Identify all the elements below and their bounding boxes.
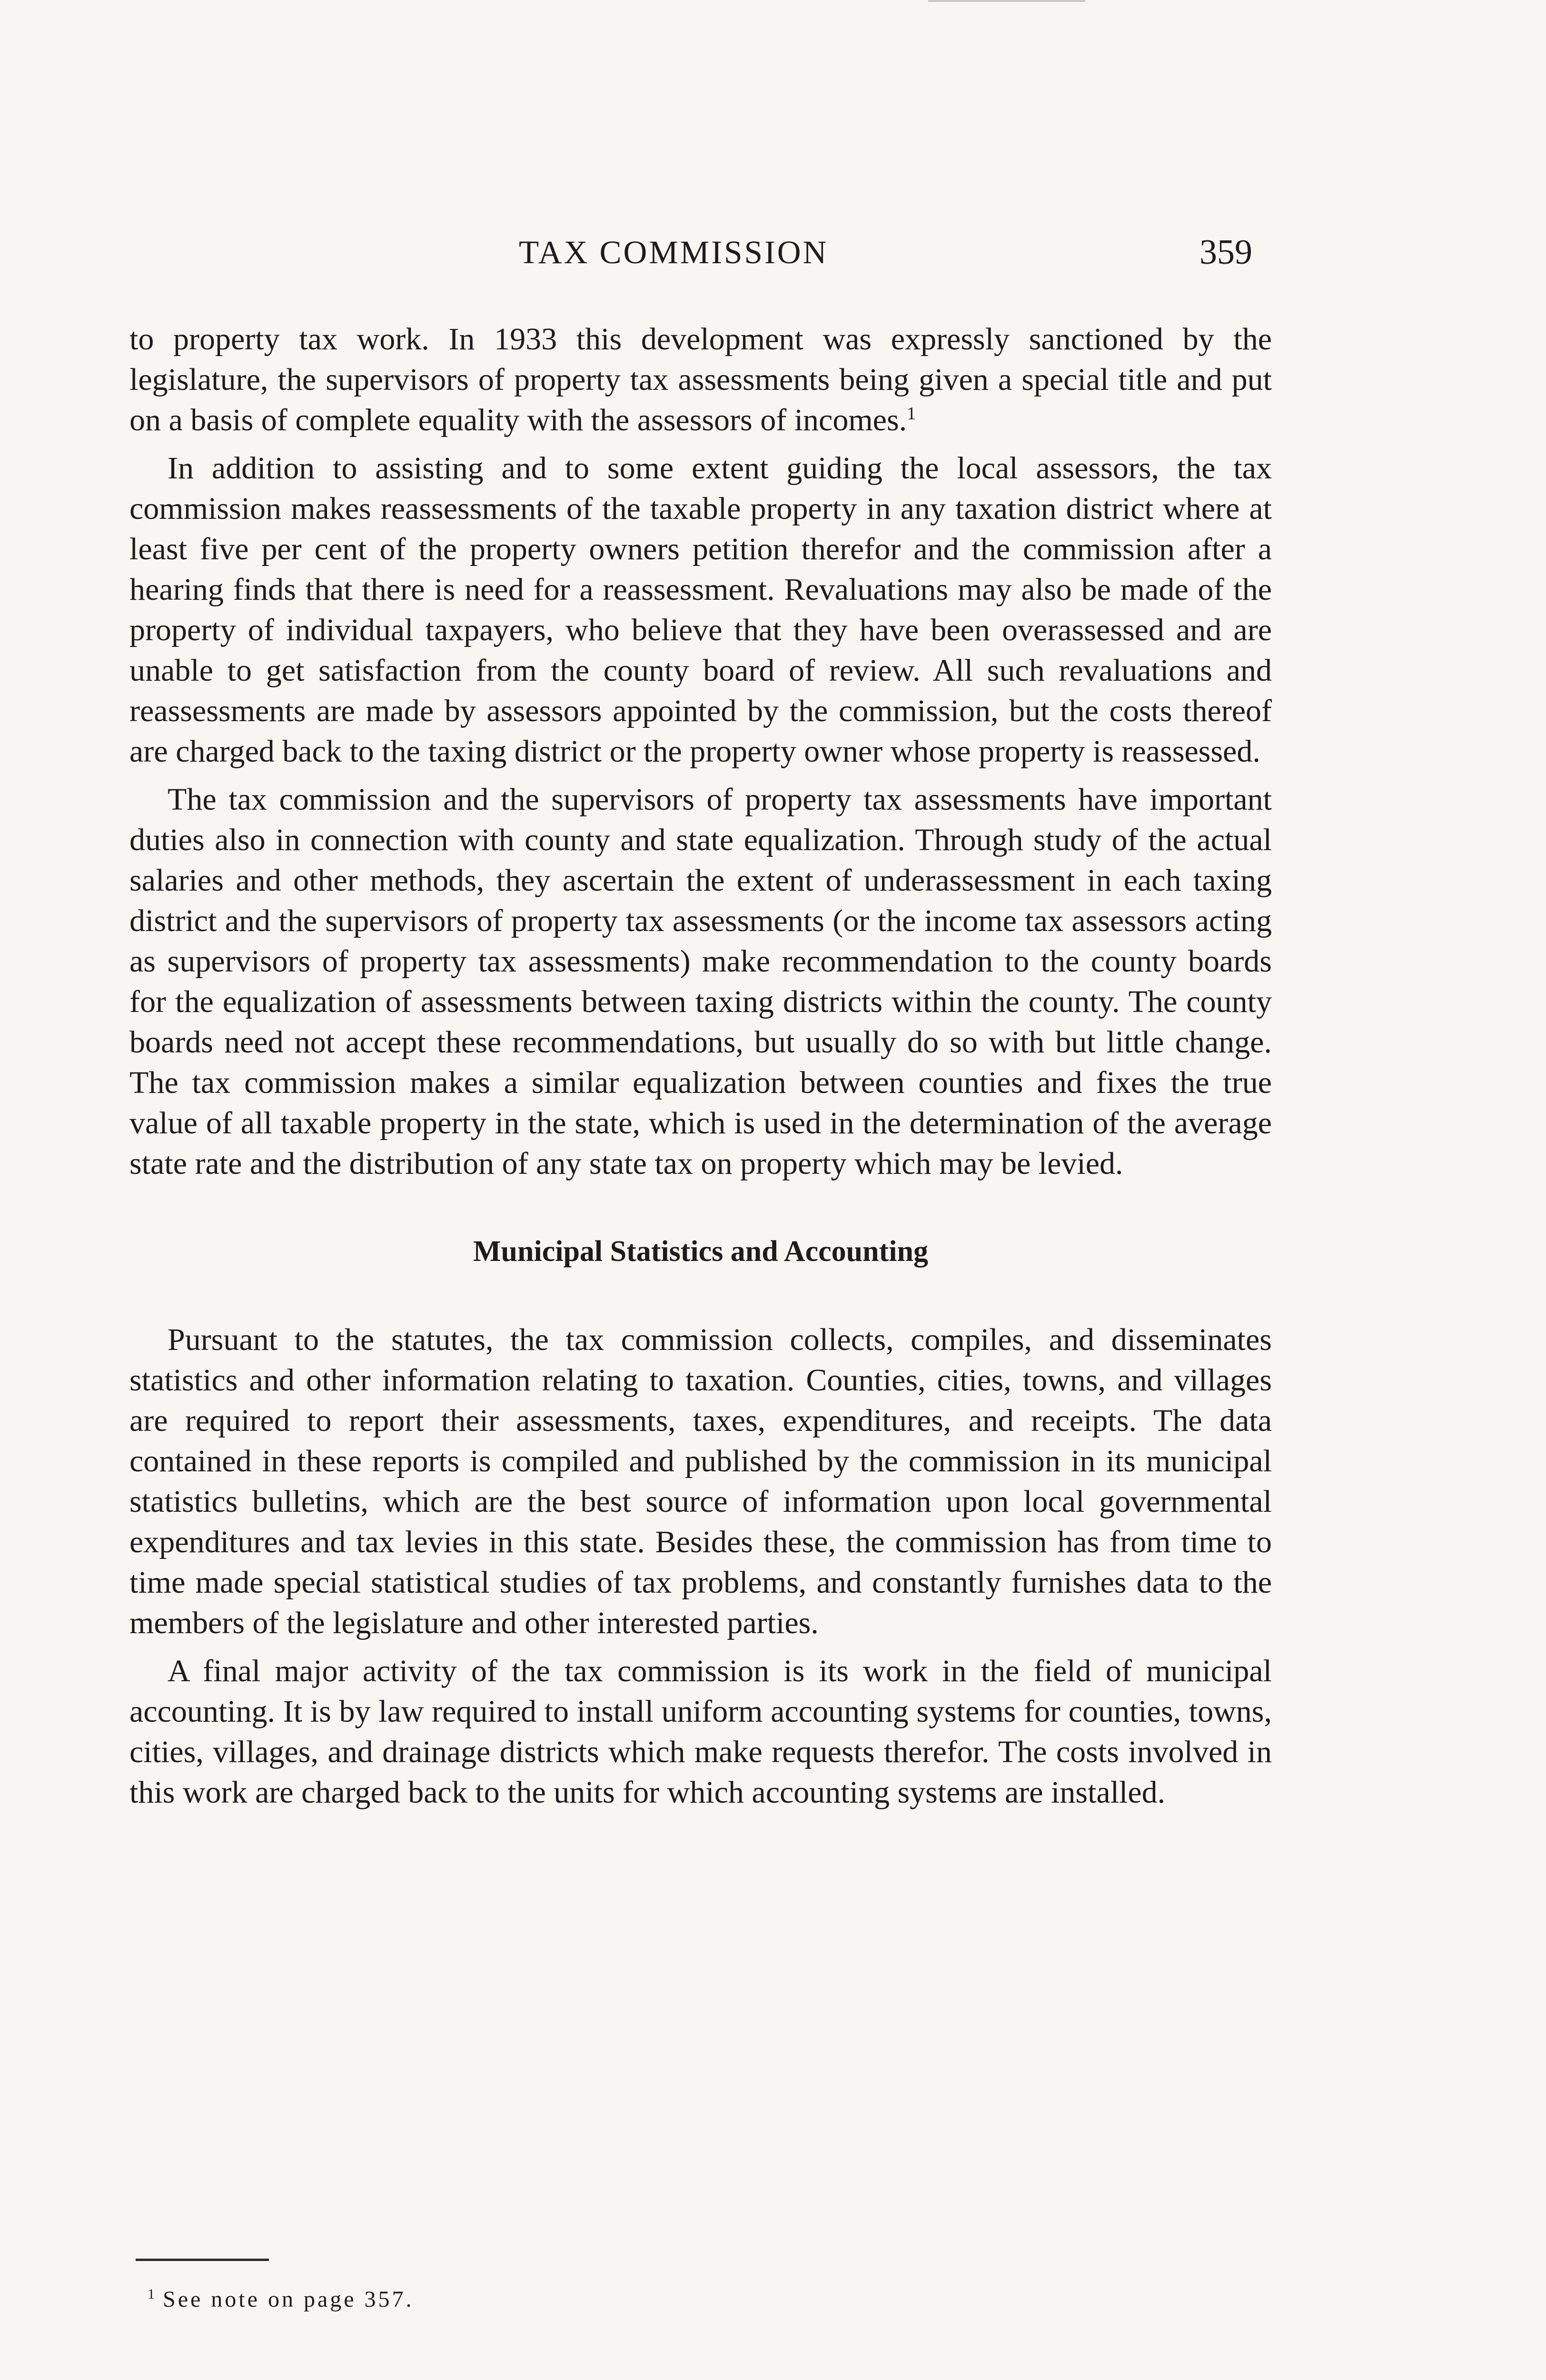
paragraph-1: to property tax work. In 1933 this development was expressly sanctioned by the legislature, the supervisors of property tax assessments being given a special title and put on a basis of complete equality with the assessors of incomes.$^1$ — [129, 322, 1272, 437]
footnote-text: See note on page 357. — [163, 2287, 414, 2312]
footnote-rule — [136, 2259, 269, 2261]
body-text — [129, 319, 1272, 1813]
page-number: 359 — [1199, 233, 1252, 272]
footnote-number: 1 — [148, 2286, 155, 2302]
running-title: TAX COMMISSION — [519, 234, 829, 270]
running-header — [0, 228, 1546, 281]
section-paragraph-1: Pursuant to the statutes, the tax commission collects, compiles, and disseminates statistics and other information relating to taxation. Counties, cities, towns, and villages are required to report their assessments, taxes, expenditures, and receipts. The data contained in these reports is compiled and published by the commission in its municipal statistics bulletins, which are the best source of information upon local governmental expenditures and tax levies in this state. Besides these, the commission has from time to time made special statistical studies of tax problems, and constantly furnishes data to the members of the legislature and other interested parties. — [129, 1322, 1272, 1640]
section-heading: Municipal Statistics and Accounting — [473, 1235, 928, 1268]
paragraph-3: The tax commission and the supervisors of property tax assessments have important duties also in connection with county and state equalization. Through study of the actual salaries and other methods, they ascertain the extent of underassessment in each taxing district and the supervisors of property tax assessments (or the income tax assessors acting as supervisors of property tax assessments) make recommendation to the county boards for the equalization of assessments between taxing districts within the county. The county boards need not accept these recommendations, but usually do so with but little change. The tax commission makes a similar equalization between counties and fixes the true value of all taxable property in the state, which is used in the determination of the average state rate and the distribution of any state tax on property which may be levied. — [129, 782, 1272, 1181]
section-paragraph-2: A final major activity of the tax commission is its work in the field of municipal accounting. It is by law required to install uniform accounting systems for counties, towns, cities, villages, and drainage districts which make requests therefor. The costs involved in this work are charged back to the units for which accounting systems are installed. — [129, 1654, 1272, 1810]
footnote-reference: 1 — [907, 404, 916, 424]
paragraph-2: In addition to assisting and to some extent guiding the local assessors, the tax commission makes reassessments of the taxable property in any taxation district where at least five per cent of the property owners petition therefor and the commission after a hearing finds that there is need for a reassessment. Revaluations may also be made of the property of individual taxpayers, who believe that they have been overassessed and are unable to get satisfaction from the county board of review. All such revaluations and reassessments are made by assessors appointed by the commission, but the costs thereof are charged back to the taxing district or the property owner whose property is reassessed. — [129, 451, 1272, 769]
footnote — [148, 2278, 414, 2316]
scan-edge-line — [928, 0, 1085, 2]
